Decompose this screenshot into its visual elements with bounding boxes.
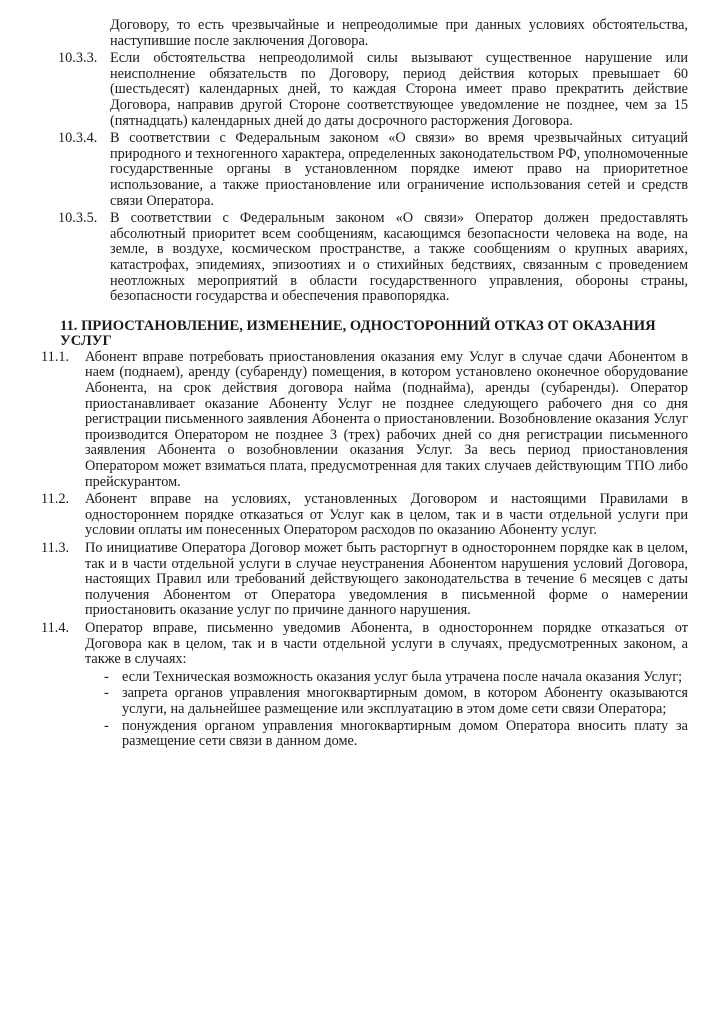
list-item (104, 719, 688, 750)
clause-11-1 (0, 350, 702, 490)
list-item-text: понуждения органом управления многоквартирным домом Оператора вносить плату за размещение сети связи в данном доме. (122, 717, 688, 750)
continued-paragraph: Договору, то есть чрезвычайные и непреодолимые при данных условиях обстоятельства, наступившие после заключения Договора. (110, 17, 688, 49)
clause-11-4-list (104, 670, 688, 750)
clause-number: 10.3.4. (58, 130, 98, 147)
clause-10-3-4 (0, 131, 702, 209)
clause-number: 11.1. (41, 348, 70, 365)
clause-11-2 (0, 492, 702, 539)
bullet-dash: - (104, 717, 109, 734)
list-item (104, 670, 688, 686)
list-item-text: запрета органов управления многоквартирным домом, в котором Абоненту оказываются услуги, на дальнейшее размещение или эксплуатацию в этом доме сети связи Оператора; (122, 685, 688, 717)
heading-line-2: УСЛУГ (60, 333, 112, 350)
clause-10-3-5 (0, 211, 702, 305)
clause-10-3-3 (0, 51, 702, 129)
bullet-dash: - (104, 668, 109, 685)
clause-text: В соответствии с Федеральным законом «О связи» Оператор должен предоставлять абсолютный приоритет всем сообщениям, касающимся безопасности человека на воде, на земле, в воздухе, космическом пространстве, а также сообщениям о крупных авариях, катастрофах, эпидемиях, эпизоотиях и о стихийных бедствиях, связанным с проведением неотложных мероприятий в области государственного управления, обороны страны, безопасности государства и обеспечения правопорядка. (110, 210, 688, 305)
clause-number: 11.3. (41, 540, 70, 556)
clause-text: По инициативе Оператора Договор может быть расторгнут в одностороннем порядке как в целом, так и в части отдельной услуги в случае неустранения Абонентом нарушения условий Договора, настоящих Правил или требований действующего законодательства в течение 6 месяцев с даты получения Абонентом от Оператора уведомления в письменной форме о намерении приостановить оказание услуг по причине данного нарушения. (85, 540, 688, 619)
clause-11-4 (0, 621, 702, 668)
section-11-heading (60, 319, 662, 350)
clause-number: 10.3.5. (58, 210, 98, 227)
clause-text: Абонент вправе потребовать приостановления оказания ему Услуг в случае сдачи Абонентом в наем (поднаем), аренду (субаренду) помещения, в котором установлено оконечное оборудование Абонента, на срок действия договора найма (поднайма), аренды (субаренды). Оператор приостанавливает оказание Абоненту Услуг не позднее следующего рабочего дня со дня регистрации письменного заявления Абонента о приостановлении. Возобновление оказания Услуг производится Оператором не позднее 3 (трех) рабочих дней со дня регистрации письменного заявления Абонента о возобновлении оказания Услуг. За весь период приостановления Оператором может взиматься плата, предусмотренная для таких случаев действующим ТПО либо прейскурантом. (85, 348, 688, 490)
clause-text: Абонент вправе на условиях, установленных Договором и настоящими Правилами в одностороннем порядке отказаться от Услуг как в целом, так и в части отдельной услуги при условии оплаты им понесенных Оператором расходов по оказанию Абоненту услуг. (85, 491, 688, 539)
list-item-text: если Техническая возможность оказания услуг была утрачена после начала оказания Услуг; (122, 668, 683, 685)
bullet-dash: - (104, 685, 109, 702)
clause-11-3 (0, 541, 702, 619)
list-item (104, 686, 688, 717)
clause-number: 10.3.3. (58, 50, 98, 67)
clause-text: Оператор вправе, письменно уведомив Абонента, в одностороннем порядке отказаться от Договора как в целом, так и в части отдельной услуги в случаях, предусмотренных законом, а также в случаях: (85, 619, 688, 668)
clause-text: Если обстоятельства непреодолимой силы вызывают существенное нарушение или неисполнение обязательств по Договору, период действия которых превышает 60 (шестьдесят) календарных дней, то каждая Сторона имеет право прекратить действие Договора, направив другой Стороне соответствующее уведомление не позднее, чем за 15 (пятнадцать) календарных дней до даты досрочного расторжения Договора. (110, 50, 688, 129)
clause-number: 11.4. (41, 619, 70, 636)
heading-line-1: 11. ПРИОСТАНОВЛЕНИЕ, ИЗМЕНЕНИЕ, ОДНОСТОРОННИЙ ОТКАЗ ОТ ОКАЗАНИЯ (60, 317, 656, 334)
clause-text: В соответствии с Федеральным законом «О связи» во время чрезвычайных ситуаций природного и техногенного характера, определенных законодательством РФ, уполномоченные государственные органы в установленном порядке имеют право на приоритетное использование, а также приостановление или ограничение использования сетей и средств связи Оператора. (110, 130, 688, 209)
clause-number: 11.2. (41, 491, 70, 508)
